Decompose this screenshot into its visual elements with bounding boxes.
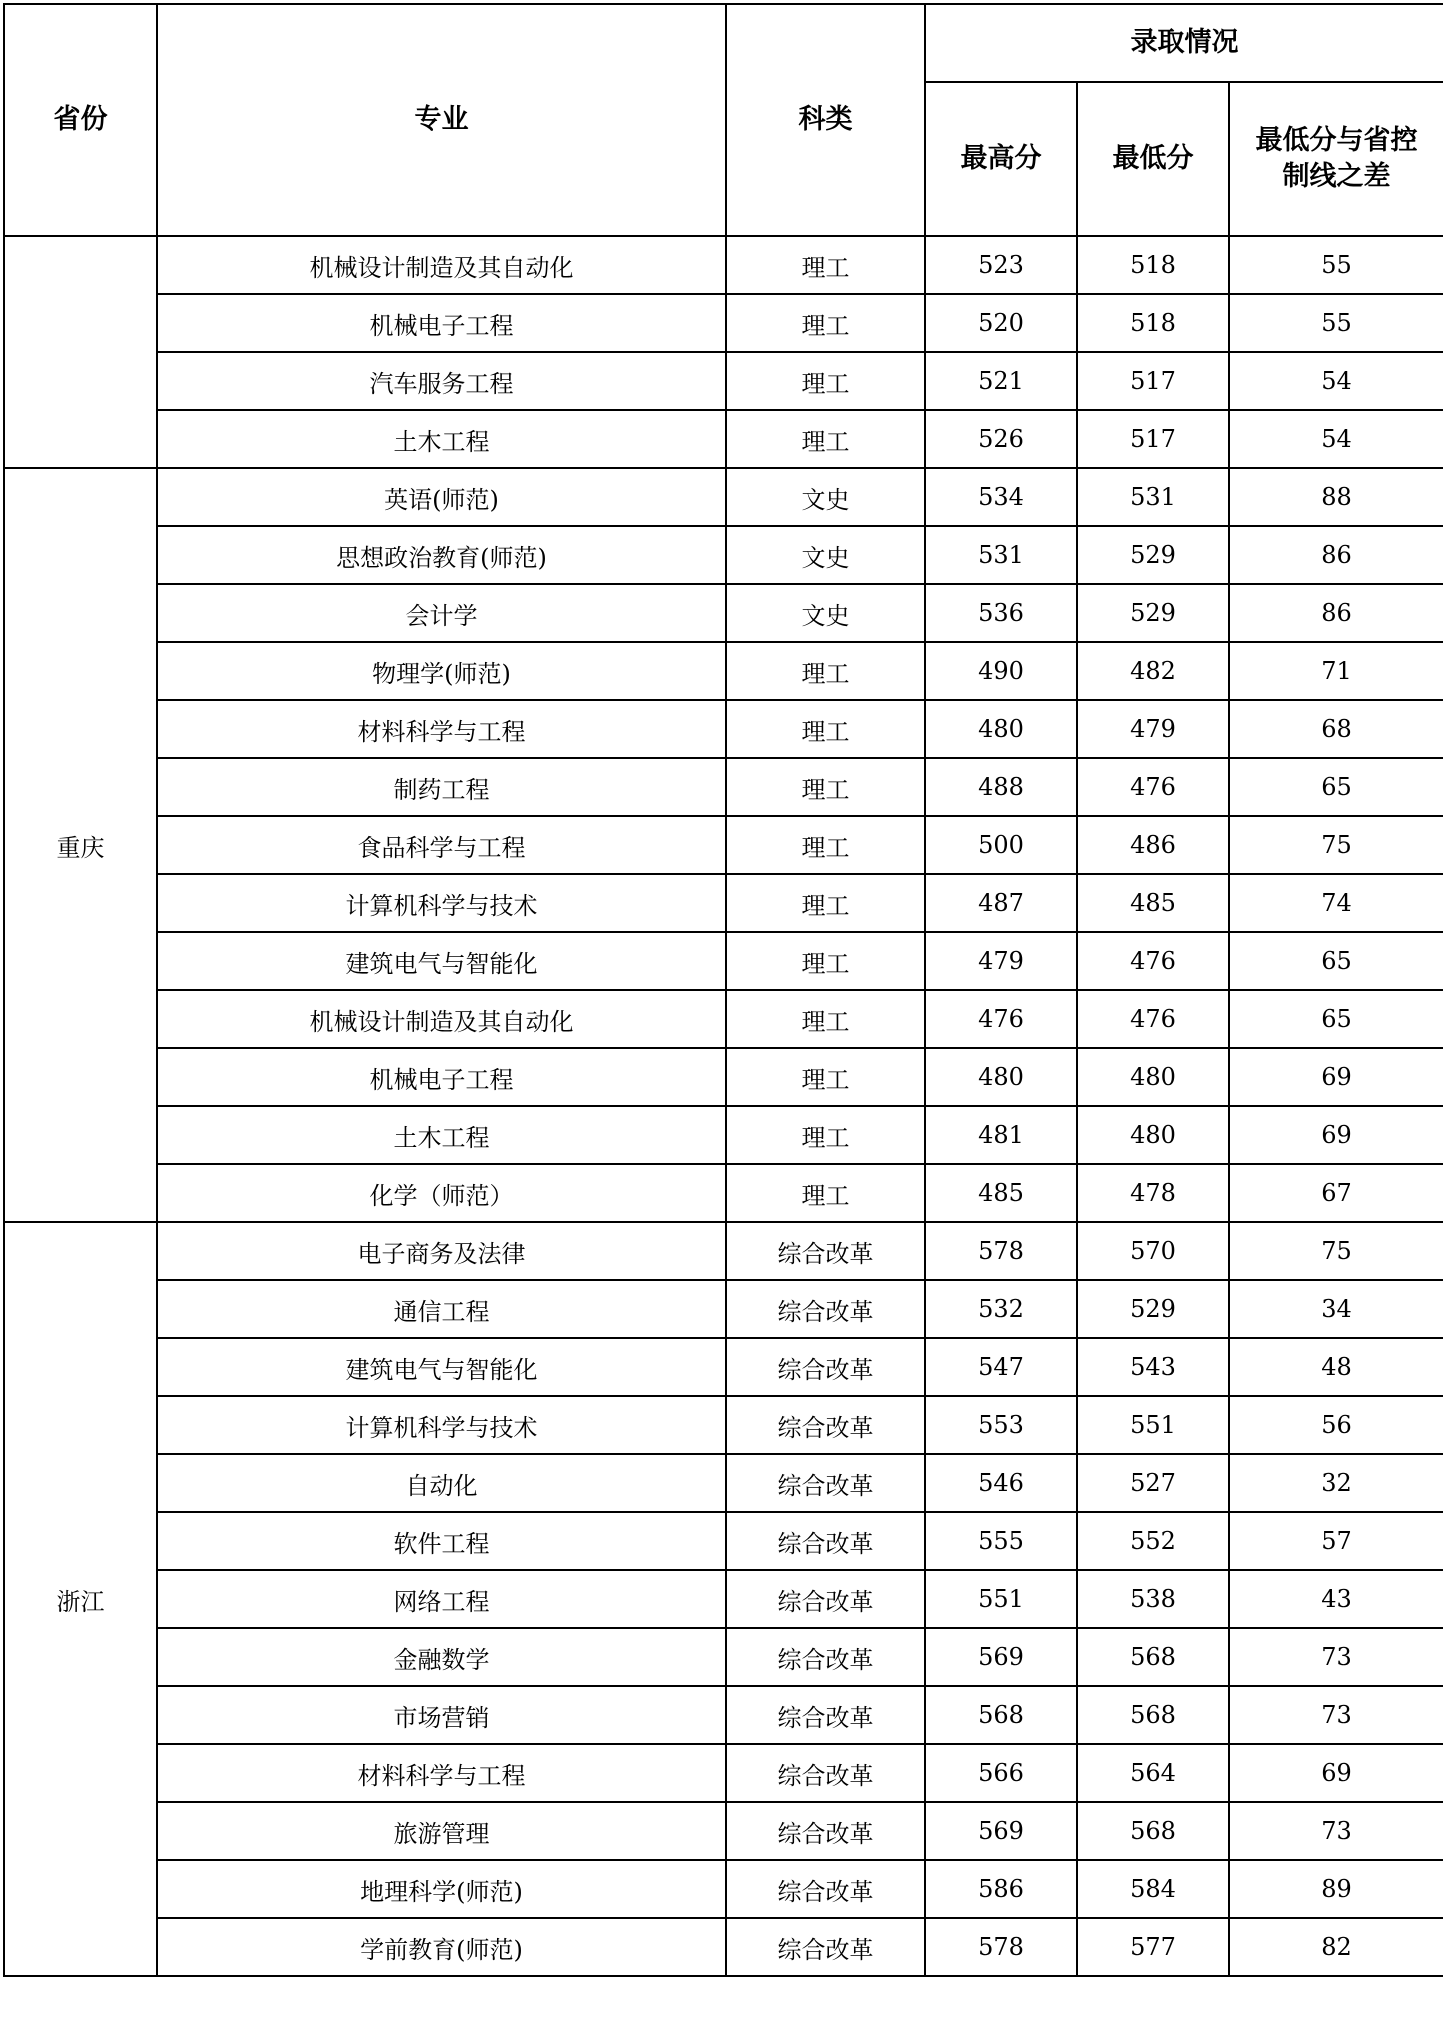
max-score-cell: 500 <box>925 816 1077 874</box>
category-cell: 理工 <box>726 352 925 410</box>
table-row <box>4 1048 1443 1106</box>
category-cell: 文史 <box>726 584 925 642</box>
table-row <box>4 816 1443 874</box>
min-score-cell: 479 <box>1077 700 1229 758</box>
diff-cell: 89 <box>1229 1860 1443 1918</box>
diff-cell: 73 <box>1229 1802 1443 1860</box>
table-row <box>4 1570 1443 1628</box>
major-cell: 建筑电气与智能化 <box>157 1338 726 1396</box>
min-score-cell: 478 <box>1077 1164 1229 1222</box>
category-cell: 文史 <box>726 468 925 526</box>
max-score-cell: 551 <box>925 1570 1077 1628</box>
header-diff-text: 最低分与省控制线之差 <box>1255 125 1418 192</box>
major-cell: 机械设计制造及其自动化 <box>157 990 726 1048</box>
max-score-cell: 578 <box>925 1918 1077 1976</box>
table-row <box>4 1280 1443 1338</box>
min-score-cell: 568 <box>1077 1628 1229 1686</box>
major-cell: 思想政治教育(师范) <box>157 526 726 584</box>
category-cell: 综合改革 <box>726 1396 925 1454</box>
max-score-cell: 487 <box>925 874 1077 932</box>
header-min-score: 最低分 <box>1077 82 1229 236</box>
max-score-cell: 480 <box>925 1048 1077 1106</box>
min-score-cell: 476 <box>1077 758 1229 816</box>
diff-cell: 43 <box>1229 1570 1443 1628</box>
category-cell: 综合改革 <box>726 1686 925 1744</box>
diff-cell: 88 <box>1229 468 1443 526</box>
table-row <box>4 1338 1443 1396</box>
min-score-cell: 527 <box>1077 1454 1229 1512</box>
table-row <box>4 642 1443 700</box>
max-score-cell: 555 <box>925 1512 1077 1570</box>
table-row <box>4 1802 1443 1860</box>
category-cell: 理工 <box>726 236 925 294</box>
admission-table <box>3 3 1443 1977</box>
max-score-cell: 566 <box>925 1744 1077 1802</box>
table-row <box>4 1454 1443 1512</box>
major-cell: 化学（师范） <box>157 1164 726 1222</box>
table-row <box>4 1222 1443 1280</box>
diff-cell: 71 <box>1229 642 1443 700</box>
table-row <box>4 294 1443 352</box>
diff-cell: 74 <box>1229 874 1443 932</box>
header-max-score: 最高分 <box>925 82 1077 236</box>
max-score-cell: 546 <box>925 1454 1077 1512</box>
table-row <box>4 1744 1443 1802</box>
min-score-cell: 482 <box>1077 642 1229 700</box>
max-score-cell: 547 <box>925 1338 1077 1396</box>
major-cell: 土木工程 <box>157 410 726 468</box>
min-score-cell: 552 <box>1077 1512 1229 1570</box>
category-cell: 文史 <box>726 526 925 584</box>
category-cell: 综合改革 <box>726 1280 925 1338</box>
major-cell: 建筑电气与智能化 <box>157 932 726 990</box>
category-cell: 理工 <box>726 816 925 874</box>
min-score-cell: 568 <box>1077 1802 1229 1860</box>
min-score-cell: 476 <box>1077 932 1229 990</box>
max-score-cell: 480 <box>925 700 1077 758</box>
diff-cell: 75 <box>1229 1222 1443 1280</box>
table-row <box>4 1918 1443 1976</box>
table-row <box>4 758 1443 816</box>
diff-cell: 34 <box>1229 1280 1443 1338</box>
category-cell: 综合改革 <box>726 1338 925 1396</box>
table-row <box>4 990 1443 1048</box>
min-score-cell: 584 <box>1077 1860 1229 1918</box>
category-cell: 综合改革 <box>726 1744 925 1802</box>
diff-cell: 69 <box>1229 1048 1443 1106</box>
province-cell: 浙江 <box>4 1222 157 1976</box>
min-score-cell: 531 <box>1077 468 1229 526</box>
major-cell: 电子商务及法律 <box>157 1222 726 1280</box>
min-score-cell: 517 <box>1077 352 1229 410</box>
table-row <box>4 1628 1443 1686</box>
min-score-cell: 577 <box>1077 1918 1229 1976</box>
min-score-cell: 538 <box>1077 1570 1229 1628</box>
max-score-cell: 553 <box>925 1396 1077 1454</box>
diff-cell: 56 <box>1229 1396 1443 1454</box>
table-row <box>4 526 1443 584</box>
min-score-cell: 564 <box>1077 1744 1229 1802</box>
max-score-cell: 526 <box>925 410 1077 468</box>
major-cell: 机械电子工程 <box>157 294 726 352</box>
table-row <box>4 1686 1443 1744</box>
diff-cell: 65 <box>1229 990 1443 1048</box>
table-row <box>4 1164 1443 1222</box>
category-cell: 理工 <box>726 758 925 816</box>
min-score-cell: 551 <box>1077 1396 1229 1454</box>
category-cell: 理工 <box>726 874 925 932</box>
diff-cell: 54 <box>1229 410 1443 468</box>
major-cell: 旅游管理 <box>157 1802 726 1860</box>
table-row <box>4 700 1443 758</box>
max-score-cell: 586 <box>925 1860 1077 1918</box>
diff-cell: 69 <box>1229 1106 1443 1164</box>
table-row <box>4 932 1443 990</box>
max-score-cell: 569 <box>925 1628 1077 1686</box>
max-score-cell: 479 <box>925 932 1077 990</box>
diff-cell: 55 <box>1229 294 1443 352</box>
table-row <box>4 410 1443 468</box>
table-row <box>4 1106 1443 1164</box>
min-score-cell: 476 <box>1077 990 1229 1048</box>
max-score-cell: 534 <box>925 468 1077 526</box>
diff-cell: 65 <box>1229 758 1443 816</box>
min-score-cell: 480 <box>1077 1048 1229 1106</box>
category-cell: 理工 <box>726 700 925 758</box>
min-score-cell: 517 <box>1077 410 1229 468</box>
category-cell: 综合改革 <box>726 1454 925 1512</box>
province-cell <box>4 236 157 468</box>
table-row <box>4 352 1443 410</box>
table-row <box>4 1396 1443 1454</box>
max-score-cell: 536 <box>925 584 1077 642</box>
header-category: 科类 <box>726 4 925 236</box>
category-cell: 理工 <box>726 642 925 700</box>
major-cell: 网络工程 <box>157 1570 726 1628</box>
diff-cell: 67 <box>1229 1164 1443 1222</box>
major-cell: 通信工程 <box>157 1280 726 1338</box>
category-cell: 综合改革 <box>726 1860 925 1918</box>
max-score-cell: 488 <box>925 758 1077 816</box>
major-cell: 机械设计制造及其自动化 <box>157 236 726 294</box>
diff-cell: 32 <box>1229 1454 1443 1512</box>
major-cell: 机械电子工程 <box>157 1048 726 1106</box>
diff-cell: 54 <box>1229 352 1443 410</box>
header-province: 省份 <box>4 4 157 236</box>
major-cell: 金融数学 <box>157 1628 726 1686</box>
major-cell: 市场营销 <box>157 1686 726 1744</box>
category-cell: 综合改革 <box>726 1918 925 1976</box>
category-cell: 理工 <box>726 410 925 468</box>
table-row <box>4 1512 1443 1570</box>
diff-cell: 65 <box>1229 932 1443 990</box>
category-cell: 综合改革 <box>726 1802 925 1860</box>
max-score-cell: 569 <box>925 1802 1077 1860</box>
major-cell: 材料科学与工程 <box>157 1744 726 1802</box>
max-score-cell: 490 <box>925 642 1077 700</box>
max-score-cell: 476 <box>925 990 1077 1048</box>
diff-cell: 86 <box>1229 584 1443 642</box>
min-score-cell: 518 <box>1077 294 1229 352</box>
max-score-cell: 578 <box>925 1222 1077 1280</box>
major-cell: 自动化 <box>157 1454 726 1512</box>
major-cell: 学前教育(师范) <box>157 1918 726 1976</box>
major-cell: 计算机科学与技术 <box>157 1396 726 1454</box>
header-admission: 录取情况 <box>925 4 1443 82</box>
max-score-cell: 532 <box>925 1280 1077 1338</box>
category-cell: 综合改革 <box>726 1570 925 1628</box>
major-cell: 英语(师范) <box>157 468 726 526</box>
max-score-cell: 568 <box>925 1686 1077 1744</box>
max-score-cell: 485 <box>925 1164 1077 1222</box>
min-score-cell: 568 <box>1077 1686 1229 1744</box>
diff-cell: 55 <box>1229 236 1443 294</box>
category-cell: 综合改革 <box>726 1628 925 1686</box>
diff-cell: 73 <box>1229 1628 1443 1686</box>
min-score-cell: 518 <box>1077 236 1229 294</box>
major-cell: 软件工程 <box>157 1512 726 1570</box>
header-major: 专业 <box>157 4 726 236</box>
max-score-cell: 521 <box>925 352 1077 410</box>
major-cell: 计算机科学与技术 <box>157 874 726 932</box>
category-cell: 理工 <box>726 1164 925 1222</box>
diff-cell: 69 <box>1229 1744 1443 1802</box>
max-score-cell: 520 <box>925 294 1077 352</box>
category-cell: 理工 <box>726 294 925 352</box>
table-row <box>4 874 1443 932</box>
table-body <box>4 236 1443 1976</box>
diff-cell: 48 <box>1229 1338 1443 1396</box>
min-score-cell: 529 <box>1077 584 1229 642</box>
category-cell: 理工 <box>726 1106 925 1164</box>
max-score-cell: 523 <box>925 236 1077 294</box>
header-diff <box>1229 82 1443 236</box>
major-cell: 物理学(师范) <box>157 642 726 700</box>
min-score-cell: 529 <box>1077 526 1229 584</box>
min-score-cell: 480 <box>1077 1106 1229 1164</box>
diff-cell: 75 <box>1229 816 1443 874</box>
min-score-cell: 485 <box>1077 874 1229 932</box>
diff-cell: 86 <box>1229 526 1443 584</box>
major-cell: 地理科学(师范) <box>157 1860 726 1918</box>
table-row <box>4 584 1443 642</box>
table-row <box>4 236 1443 294</box>
diff-cell: 68 <box>1229 700 1443 758</box>
max-score-cell: 531 <box>925 526 1077 584</box>
min-score-cell: 486 <box>1077 816 1229 874</box>
max-score-cell: 481 <box>925 1106 1077 1164</box>
major-cell: 材料科学与工程 <box>157 700 726 758</box>
major-cell: 食品科学与工程 <box>157 816 726 874</box>
table-row <box>4 468 1443 526</box>
min-score-cell: 529 <box>1077 1280 1229 1338</box>
table-row <box>4 1860 1443 1918</box>
min-score-cell: 543 <box>1077 1338 1229 1396</box>
major-cell: 制药工程 <box>157 758 726 816</box>
major-cell: 汽车服务工程 <box>157 352 726 410</box>
province-cell: 重庆 <box>4 468 157 1222</box>
category-cell: 综合改革 <box>726 1222 925 1280</box>
category-cell: 理工 <box>726 1048 925 1106</box>
diff-cell: 82 <box>1229 1918 1443 1976</box>
diff-cell: 73 <box>1229 1686 1443 1744</box>
min-score-cell: 570 <box>1077 1222 1229 1280</box>
category-cell: 理工 <box>726 990 925 1048</box>
major-cell: 土木工程 <box>157 1106 726 1164</box>
diff-cell: 57 <box>1229 1512 1443 1570</box>
major-cell: 会计学 <box>157 584 726 642</box>
category-cell: 综合改革 <box>726 1512 925 1570</box>
category-cell: 理工 <box>726 932 925 990</box>
